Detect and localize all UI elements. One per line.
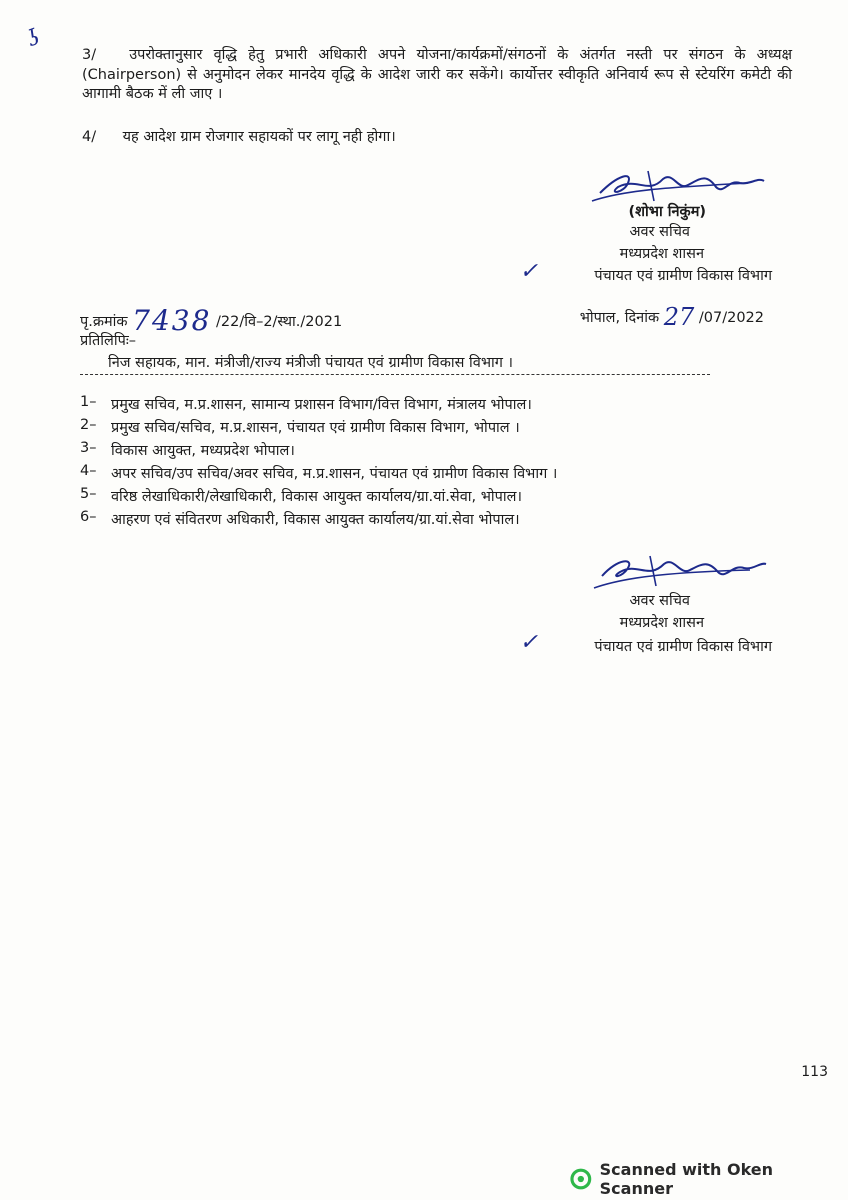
list-item-number: 2– (80, 417, 97, 433)
list-item (80, 486, 780, 509)
signature-block-2 (518, 550, 778, 660)
tick-mark: ✓ (519, 259, 538, 284)
list-item-number: 5– (80, 486, 97, 502)
list-item-text: वरिष्ठ लेखाधिकारी/लेखाधिकारी, विकास आयुक्त कार्यालय/ग्रा.यां.सेवा, भोपाल। (111, 489, 522, 505)
reference-prefix: पृ.क्रमांक (80, 314, 128, 330)
reference-handwritten-number: 7438 (132, 304, 212, 337)
list-item (80, 394, 780, 417)
list-item-number: 4– (80, 463, 97, 479)
date-suffix: /07/2022 (698, 310, 764, 326)
handwritten-corner-mark: ʖ (24, 24, 44, 53)
copy-to-first-recipient: निज सहायक, मान. मंत्रीजी/राज्य मंत्रीजी पंचायत एवं ग्रामीण विकास विभाग । (108, 355, 514, 371)
dashed-divider (80, 374, 710, 375)
distribution-list (80, 394, 780, 532)
signatory-designation: अवर सचिव (629, 593, 690, 609)
signatory-government: मध्यप्रदेश शासन (619, 246, 704, 262)
list-item-number: 1– (80, 394, 97, 410)
signature-block-1 (518, 165, 778, 284)
list-item (80, 440, 780, 463)
scanner-watermark (570, 1160, 848, 1198)
signatory-designation: अवर सचिव (629, 224, 690, 240)
paragraph-3 (82, 46, 792, 105)
signatory-department: पंचायत एवं ग्रामीण विकास विभाग (594, 268, 772, 284)
paragraph-text: यह आदेश ग्राम रोजगार सहायकों पर लागू नही होगा। (122, 129, 396, 145)
paragraph-text: उपरोक्तानुसार वृद्धि हेतु प्रभारी अधिकारी अपने योजना/कार्यक्रमों/संगठनों के अंतर्गत नस्ती पर संगठन के अध्यक्ष (Chairperson) से अनुमोदन लेकर मानदेय वृद्धि के आदेश जारी कर सकेंगे। कार्योत्तर स्वीकृति अनिवार्य रूप से स्टेयरिंग कमेटी की आगामी बैठक में ली जाए । (82, 47, 792, 102)
paragraph-number: 3/ (82, 47, 97, 63)
handwritten-signature-2 (588, 550, 768, 592)
list-item-number: 3– (80, 440, 97, 456)
tick-mark: ✓ (519, 630, 538, 655)
issue-date (579, 300, 764, 331)
signatory-name: (शोभा निकुंम) (628, 204, 706, 220)
signatory-department: पंचायत एवं ग्रामीण विकास विभाग (594, 639, 772, 655)
date-prefix: भोपाल, दिनांक (579, 310, 660, 326)
copy-to-label: प्रतिलिपिः– (80, 333, 137, 349)
date-handwritten-day: 27 (663, 303, 695, 331)
signatory-government: मध्यप्रदेश शासन (619, 615, 704, 631)
list-item (80, 509, 780, 532)
scanner-watermark-text: Scanned with Oken Scanner (599, 1160, 774, 1198)
list-item-text: प्रमुख सचिव/सचिव, म.प्र.शासन, पंचायत एवं ग्रामीण विकास विभाग, भोपाल । (111, 420, 520, 436)
list-item-text: अपर सचिव/उप सचिव/अवर सचिव, म.प्र.शासन, पंचायत एवं ग्रामीण विकास विभाग । (111, 466, 558, 482)
list-item-number: 6– (80, 509, 97, 525)
paragraph-4 (82, 128, 792, 148)
list-item (80, 417, 780, 440)
reference-suffix: /22/वि–2/स्था./2021 (216, 314, 343, 330)
page-number: 113 (801, 1064, 828, 1080)
list-item-text: विकास आयुक्त, मध्यप्रदेश भोपाल। (111, 443, 295, 459)
oken-scanner-logo-icon (570, 1168, 592, 1190)
list-item-text: प्रमुख सचिव, म.प्र.शासन, सामान्य प्रशासन विभाग/वित्त विभाग, मंत्रालय भोपाल। (111, 397, 532, 413)
reference-number (80, 300, 343, 337)
list-item-text: आहरण एवं संवितरण अधिकारी, विकास आयुक्त कार्यालय/ग्रा.यां.सेवा भोपाल। (111, 512, 520, 528)
list-item (80, 463, 780, 486)
paragraph-number: 4/ (82, 129, 97, 145)
